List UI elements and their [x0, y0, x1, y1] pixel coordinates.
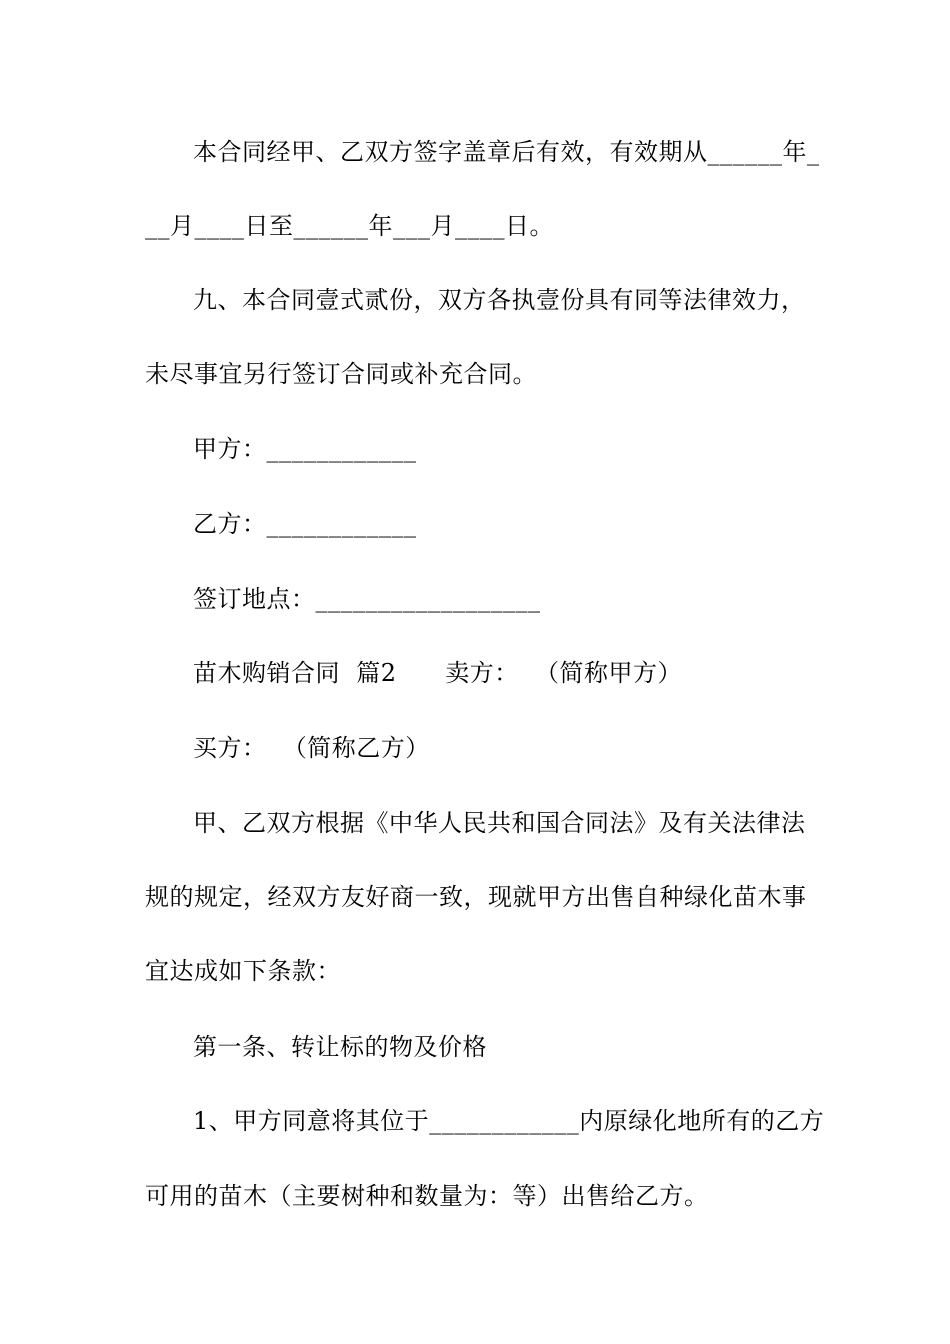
paragraph-validity-line-2: __月____日至______年___月____日。: [145, 212, 554, 240]
article-one-heading: 第一条、转让标的物及价格: [193, 1033, 487, 1061]
buyer-line: 买方： （简称乙方）: [193, 734, 430, 762]
party-b-signature: 乙方：____________: [193, 510, 417, 538]
contract-2-heading-seller: 苗木购销合同 篇2 卖方： （简称甲方）: [193, 659, 683, 687]
signing-place: 签订地点：__________________: [193, 585, 541, 613]
preamble-line-1: 甲、乙双方根据《中华人民共和国合同法》及有关法律法: [193, 809, 806, 837]
preamble-line-2: 规的规定，经双方友好商一致，现就甲方出售自种绿化苗木事: [145, 883, 807, 911]
paragraph-validity-line-1: 本合同经甲、乙双方签字盖章后有效，有效期从______年_: [193, 138, 820, 166]
article-one-item-1-line-2: 可用的苗木（主要树种和数量为：等）出售给乙方。: [145, 1182, 709, 1210]
article-one-item-1-line-1: 1、甲方同意将其位于____________内原绿化地所有的乙方: [193, 1107, 825, 1135]
preamble-line-3: 宜达成如下条款：: [145, 957, 341, 985]
clause-nine-line-1: 九、本合同壹式贰份，双方各执壹份具有同等法律效力，: [193, 286, 806, 314]
clause-nine-line-2: 未尽事宜另行签订合同或补充合同。: [145, 360, 537, 388]
party-a-signature: 甲方：____________: [193, 435, 417, 463]
